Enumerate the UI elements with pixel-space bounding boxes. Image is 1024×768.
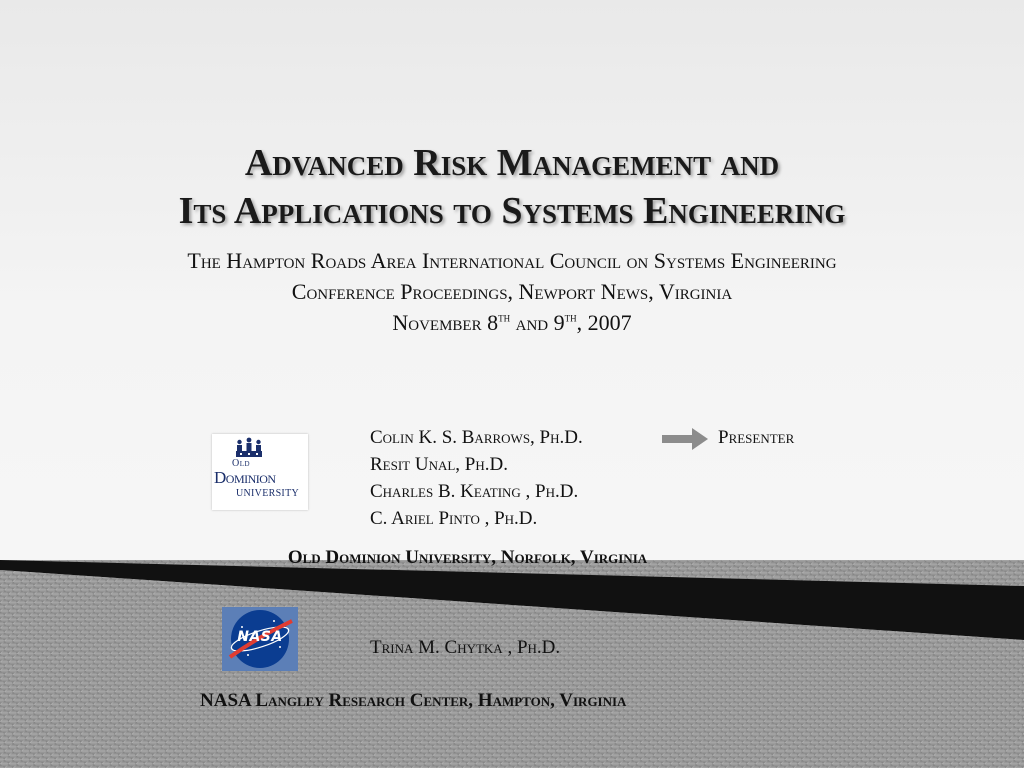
subtitle-line-2: Conference Proceedings, Newport News, Virginia — [291, 279, 733, 304]
date-sup-2: th — [564, 309, 577, 325]
odu-logo-old: Old — [232, 458, 251, 469]
title-line-1: Advanced Risk Management and — [244, 142, 780, 184]
date-prefix: November 8 — [392, 310, 499, 335]
crown-icon — [234, 437, 264, 459]
nasa-logo-text: NASA — [237, 629, 283, 645]
nasa-logo — [222, 607, 298, 671]
odu-logo-university: UNIVERSITY — [236, 488, 299, 499]
subtitle-line-1: The Hampton Roads Area International Council on Systems Engineering — [187, 248, 837, 273]
author-chytka: Trina M. Chytka , Ph.D. — [370, 637, 561, 658]
date-suffix: , 2007 — [576, 310, 632, 335]
affiliation-odu: Old Dominion University, Norfolk, Virginia — [287, 547, 648, 568]
odu-logo — [212, 434, 308, 510]
date-sup-1: th — [498, 309, 511, 325]
affiliation-nasa: NASA Langley Research Center, Hampton, Virginia — [200, 690, 627, 711]
date-mid: and 9 — [510, 310, 565, 335]
author-unal: Resit Unal, Ph.D. — [370, 454, 508, 475]
title-line-2: Its Applications to Systems Engineering — [178, 190, 846, 232]
author-pinto: C. Ariel Pinto , Ph.D. — [370, 508, 538, 529]
subtitle-date — [0, 309, 1024, 337]
presenter-label: Presenter — [718, 427, 795, 448]
author-keating: Charles B. Keating , Ph.D. — [370, 481, 579, 502]
arrow-right-icon — [662, 428, 708, 450]
odu-logo-dominion: Dominion — [214, 468, 276, 487]
author-barrows: Colin K. S. Barrows, Ph.D. — [370, 427, 583, 448]
